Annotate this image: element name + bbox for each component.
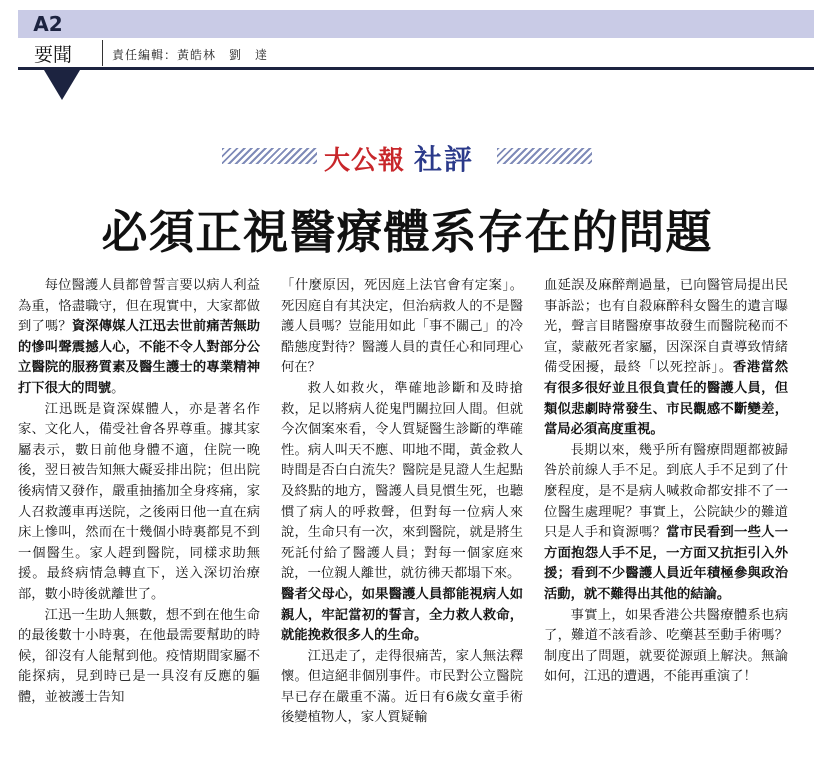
paragraph: 江迅一生助人無數，想不到在他生命的最後數十小時裏，在他最需要幫助的時候，卻沒有人能幫到他。疫情期間家屬不能探病，見到時已是一具沒有反應的軀體，並被護士告知 xyxy=(18,607,260,705)
headline: 必須正視醫療體系存在的問題 xyxy=(101,205,713,259)
paragraph: 救人如救火，準確地診斷和及時搶救，足以將病人從鬼門關拉回人間。但就今次個案來看，令人質疑醫生診斷的準確性。病人叫天不應、叩地不聞，黃金救人時間是否白白流失？醫院是見證人生起點及終點的地方，醫護人員見慣生死，也聽慣了病人的呼救聲，但對每一位病人來說，生命只有一次，來到醫院，就是將生死託付給了醫護人員；對每一個家庭來說，一位親人離世，就彷彿天都塌下來。 xyxy=(281,380,523,582)
editor-credit: 責任編輯：黃皓林 劉 達 xyxy=(112,48,269,62)
newspaper-logo: 大公報 xyxy=(324,146,406,176)
header-band xyxy=(78,10,814,38)
header-triangle-ornament xyxy=(44,70,80,100)
section-row xyxy=(18,38,814,68)
article-column-2 xyxy=(281,276,523,729)
page-number-box xyxy=(18,10,78,38)
paragraph: 血延誤及麻醉劑過量，已向醫管局提出民事訴訟；也有自殺麻醉科女醫生的遺言曝光，聲言目睹醫療事故發生而醫院秘而不宣，蒙蔽死者家屬，因深深自責導致情緒備受困擾，最終「以死控訴」。香港當然有很多很好並且很負責任的醫護人員，但類似悲劇時常發生、市民觀感不斷變差，當局必須高度重視。 xyxy=(544,278,788,438)
masthead-hatch-left xyxy=(222,148,317,164)
masthead-hatch-right xyxy=(497,148,592,164)
article-column-3 xyxy=(544,276,788,688)
paragraph: 江迅走了，走得很痛苦，家人無法釋懷。但這絕非個別事件。市民對公立醫院早已存在嚴重不滿。近日有6歲女童手術後變植物人，家人質疑輸 xyxy=(281,648,523,726)
bold-text: 醫者父母心，如果醫護人員都能視病人如親人，牢記當初的誓言，全力救人救命，就能挽救很多人的生命。 xyxy=(281,586,523,644)
top-margin xyxy=(0,0,814,10)
article-column-1 xyxy=(18,276,260,708)
header-rule xyxy=(18,67,814,70)
paragraph: 「什麼原因，死因庭上法官會有定案」。死因庭自有其決定，但治病救人的不是醫護人員嗎？豈能用如此「事不關己」的冷酷態度對待？醫護人員的責任心和同理心何在？ xyxy=(281,278,523,376)
bold-text: 資深傳媒人江迅去世前痛苦無助的慘叫聲震撼人心，不能不令人對部分公立醫院的服務質素及醫生護士的專業精神打下很大的問號 xyxy=(18,319,260,396)
bold-text: 當市民看到一些人一方面抱怨人手不足，一方面又抗拒引入外援；看到不少醫護人員近年積極參與政治活動，就不難得出其他的結論。 xyxy=(544,525,789,602)
paragraph: 每位醫護人員都曾誓言要以病人利益為重，恪盡職守，但在現實中，大家都做到了嗎？資深傳媒人江迅去世前痛苦無助的慘叫聲震撼人心，不能不令人對部分公立醫院的服務質素及醫生護士的專業精神打下很大的問號。 xyxy=(18,278,260,396)
bold-text: 香港當然有很多很好並且很負責任的醫護人員，但類似悲劇時常發生、市民觀感不斷變差，當局必須高度重視。 xyxy=(544,360,788,438)
paragraph: 長期以來，幾乎所有醫療問題都被歸咎於前線人手不足。到底人手不足到了什麼程度，是不是病人喊救命都安排不了一位醫生處理呢？事實上，公院缺少的難道只是人手和資源嗎？當市民看到一些人一方面抱怨人手不足，一方面又抗拒引入外援；看到不少醫護人員近年積極參與政治活動，就不難得出其他的結論。 xyxy=(544,442,789,602)
editorial-masthead xyxy=(222,140,592,176)
section-divider xyxy=(102,40,103,66)
page-number: A2 xyxy=(33,12,63,36)
paragraph: 江迅既是資深媒體人，亦是著名作家、文化人，備受社會各界尊重。據其家屬表示，數日前他身體不適，住院一晚後，翌日被告知無大礙妥排出院；但出院後病情又發作，嚴重抽搐加全身疼痛，家人召救護車再送院，之後兩日他一直在病床上慘叫，然而在十幾個小時裏都見不到一個醫生。家人趕到醫院，同樣求助無援。最終病情急轉直下，送入深切治療部，數小時後就離世了。 xyxy=(18,401,260,602)
paragraph: 事實上，如果香港公共醫療體系也病了，難道不該看診、吃藥甚至動手術嗎？制度出了問題，就要從源頭上解決。無論如何，江迅的遭遇，不能再重演了！ xyxy=(544,607,788,685)
paragraph-bold xyxy=(281,585,523,647)
column-name: 社評 xyxy=(414,143,475,176)
section-name: 要聞 xyxy=(34,44,73,66)
